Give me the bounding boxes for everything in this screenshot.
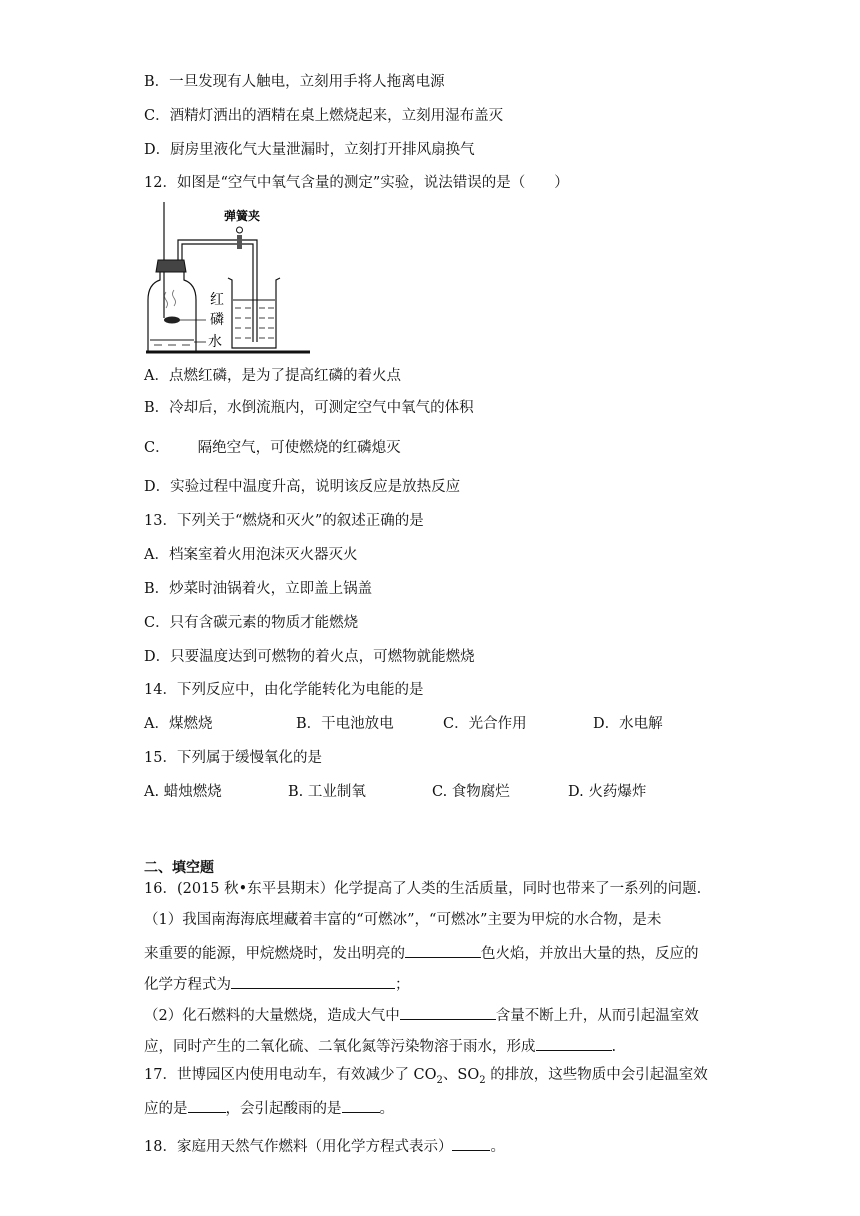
q13-option-a: A．档案室着火用泡沫灭火器灭火 xyxy=(144,547,358,563)
q16-part2-line2 xyxy=(144,1034,616,1057)
q14-option-c: C．光合作用 xyxy=(443,716,527,732)
flame-color-blank[interactable] xyxy=(405,941,481,958)
q17-text-b: 、SO xyxy=(442,1067,480,1083)
q16-part1-line3 xyxy=(144,972,410,995)
greenhouse-blank[interactable] xyxy=(188,1096,226,1113)
q16-part2-text-d: . xyxy=(611,1039,617,1055)
q17-text-f: 。 xyxy=(379,1101,394,1117)
q17-text-c: 的排放，这些物质中会引起温室效 xyxy=(485,1067,708,1083)
q17-text-d: 应的是 xyxy=(144,1101,188,1117)
q16-part2-text-c: 应，同时产生的二氧化硫、二氧化氮等污染物溶于雨水，形成 xyxy=(144,1039,536,1055)
q12-option-d: D．实验过程中温度升高，说明该反应是放热反应 xyxy=(144,479,461,495)
red-phosphorus-label-1: 红 xyxy=(210,292,224,308)
natural-gas-equation-blank[interactable] xyxy=(452,1134,490,1151)
oxygen-experiment-diagram xyxy=(144,200,314,360)
q16-part1-text-a: 来重要的能源，甲烷燃烧时，发出明亮的 xyxy=(144,946,405,962)
q16-part1-text-c: 化学方程式为 xyxy=(144,977,231,993)
q15-option-d: D. 火药爆炸 xyxy=(568,784,647,800)
q17-line1 xyxy=(144,1065,708,1091)
q14-option-a: A．煤燃烧 xyxy=(144,716,213,732)
q18-line xyxy=(144,1134,505,1157)
q13-option-c: C．只有含碳元素的物质才能燃烧 xyxy=(144,615,359,631)
q16-part1-text-d: ； xyxy=(395,977,410,993)
q12-option-c-text: 隔绝空气，可使燃烧的红磷熄灭 xyxy=(197,440,401,456)
q17-subscript-2: 2 xyxy=(479,1074,486,1086)
equation-blank[interactable] xyxy=(231,972,395,989)
red-phosphorus-label-2: 磷 xyxy=(210,312,224,328)
q14-stem: 14．下列反应中，由化学能转化为电能的是 xyxy=(144,682,424,698)
q17-subscript-1: 2 xyxy=(436,1074,443,1086)
q16-part1-text-b: 色火焰，并放出大量的热，反应的 xyxy=(481,946,699,962)
q11-option-c: C．酒精灯洒出的酒精在桌上燃烧起来，立刻用湿布盖灭 xyxy=(144,108,504,124)
q17-text-a: 17．世博园区内使用电动车，有效减少了 CO xyxy=(144,1067,437,1083)
q11-option-b: B．一旦发现有人触电，立刻用手将人拖离电源 xyxy=(144,74,445,90)
q18-text-a: 18．家庭用天然气作燃料（用化学方程式表示） xyxy=(144,1139,453,1155)
q17-text-e: ，会引起酸雨的是 xyxy=(225,1101,342,1117)
q13-option-d: D．只要温度达到可燃物的着火点，可燃物就能燃烧 xyxy=(144,649,475,665)
apparatus-figure xyxy=(144,200,314,360)
q16-part2-text-a: （2）化石燃料的大量燃烧，造成大气中 xyxy=(144,1008,400,1024)
q11-option-d: D．厨房里液化气大量泄漏时，立刻打开排风扇换气 xyxy=(144,142,475,158)
acid-rain-gas-blank[interactable] xyxy=(342,1096,380,1113)
q16-part1-line2 xyxy=(144,941,699,964)
q12-option-c-letter: C． xyxy=(144,440,170,456)
q15-option-c: C. 食物腐烂 xyxy=(432,784,510,800)
q16-part1-line1: （1）我国南海海底埋藏着丰富的“可燃冰”，“可燃冰”主要为甲烷的水合物，是未 xyxy=(144,912,662,928)
q13-stem: 13．下列关于“燃烧和灭火”的叙述正确的是 xyxy=(144,513,424,529)
q12-option-c xyxy=(144,438,401,458)
q16-part2-line1 xyxy=(144,1003,699,1026)
spring-clip-label: 弹簧夹 xyxy=(224,209,261,223)
q14-option-b: B．干电池放电 xyxy=(296,716,394,732)
q16-part2-text-b: 含量不断上升，从而引起温室效 xyxy=(495,1008,699,1024)
gas-content-blank[interactable] xyxy=(400,1003,496,1020)
q15-option-b: B. 工业制氧 xyxy=(288,784,366,800)
q16-stem: 16．(2015 秋•东平县期末）化学提高了人类的生活质量，同时也带来了一系列的问题. xyxy=(144,881,702,897)
acid-rain-blank[interactable] xyxy=(536,1034,612,1051)
q12-option-b: B．冷却后，水倒流瓶内，可测定空气中氧气的体积 xyxy=(144,400,474,416)
q15-stem: 15．下列属于缓慢氧化的是 xyxy=(144,750,322,766)
q15-option-a: A. 蜡烛燃烧 xyxy=(144,784,222,800)
q17-line2 xyxy=(144,1096,394,1119)
section-title: 二、填空题 xyxy=(144,860,214,876)
q14-option-d: D．水电解 xyxy=(593,716,663,732)
q12-stem: 12．如图是“空气中氧气含量的测定”实验，说法错误的是（ ） xyxy=(144,175,569,191)
q13-option-b: B．炒菜时油锅着火，立即盖上锅盖 xyxy=(144,581,373,597)
q18-text-b: 。 xyxy=(490,1139,505,1155)
q12-option-a: A．点燃红磷，是为了提高红磷的着火点 xyxy=(144,368,401,384)
water-label: 水 xyxy=(208,334,222,350)
